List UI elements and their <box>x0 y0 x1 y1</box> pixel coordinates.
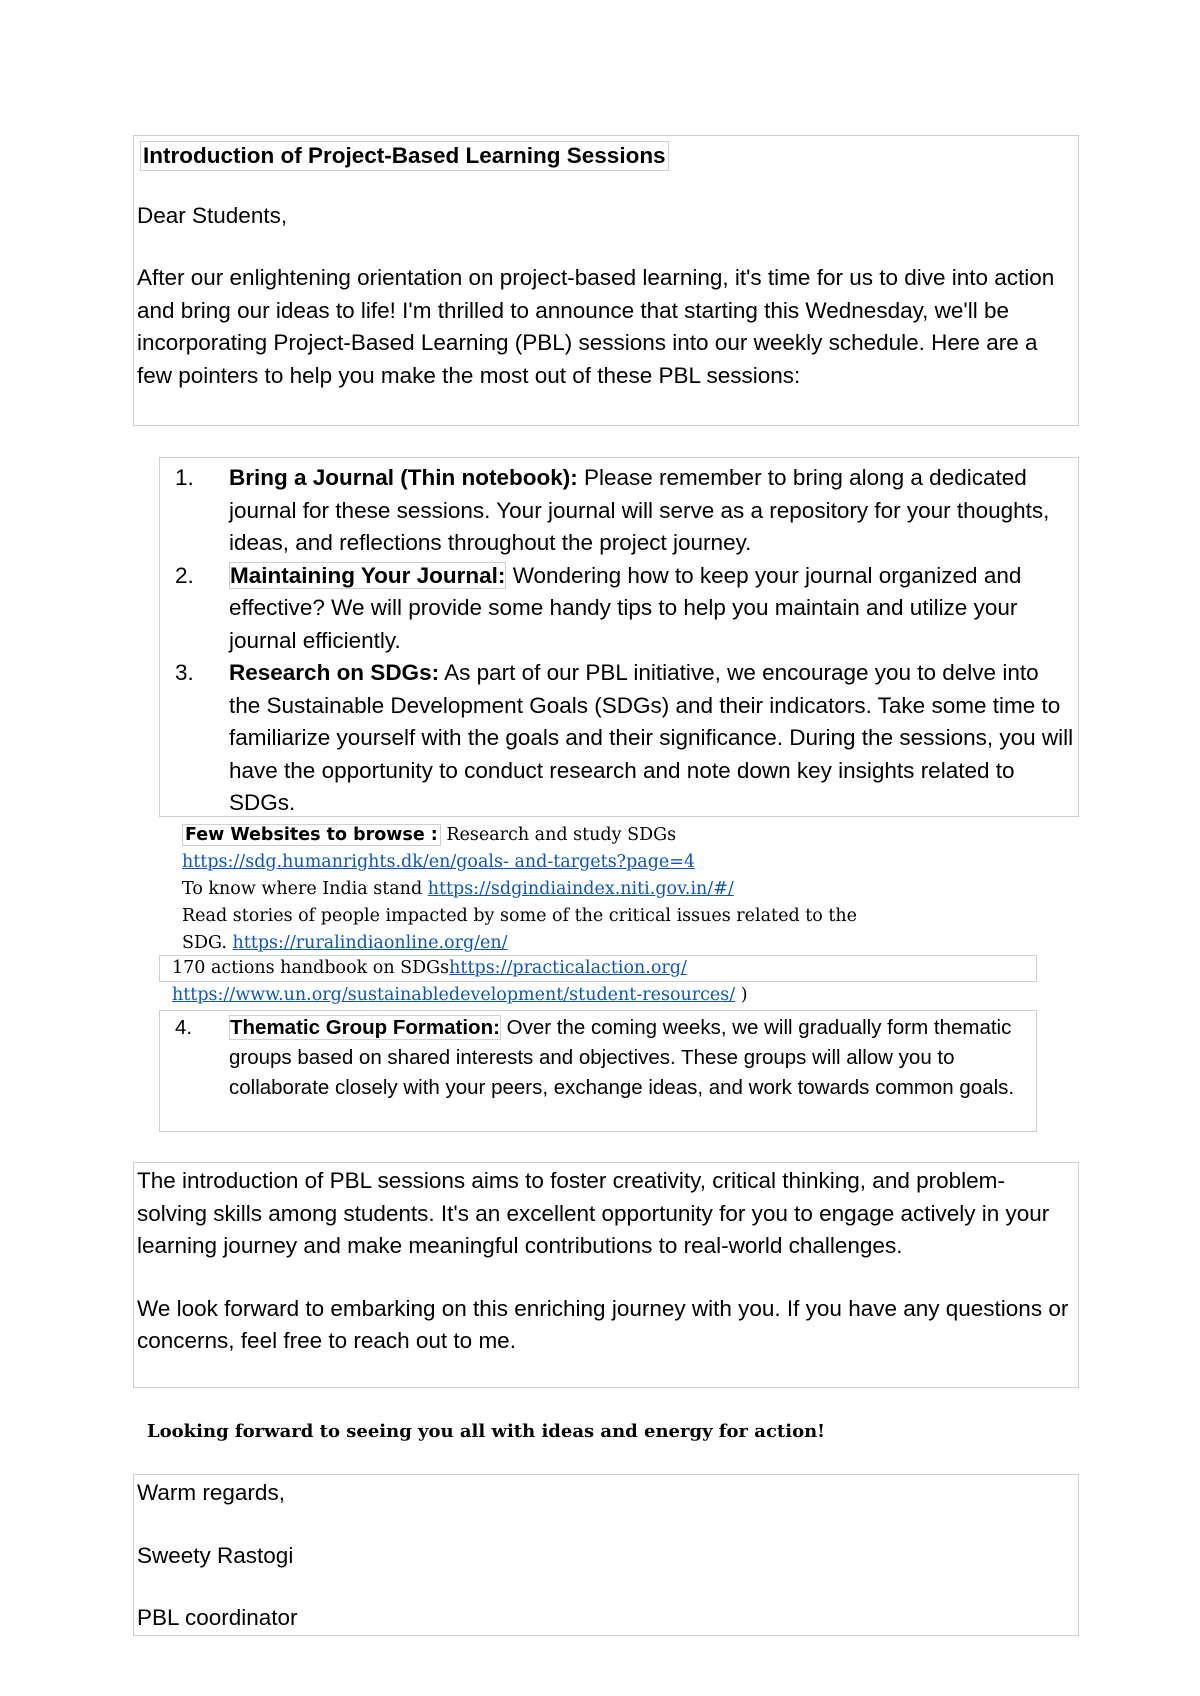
signer-role: PBL coordinator <box>137 1605 298 1630</box>
closing-paragraph-2: We look forward to embarking on this enriching journey with you. If you have any questions or concerns, feel free to reach out to me. <box>137 1295 1069 1353</box>
list-item <box>160 560 1074 658</box>
india-text: To know where India stand <box>182 879 428 899</box>
list-item <box>160 657 1074 820</box>
pointers-section <box>159 457 1079 817</box>
websites-heading-line <box>182 822 676 849</box>
intro-section <box>133 135 1079 426</box>
greeting: Dear Students, <box>137 202 288 228</box>
un-student-resources-link[interactable]: https://www.un.org/sustainabledevelopment/student-resources/ <box>172 985 736 1005</box>
list-number: 2. <box>175 562 194 588</box>
stories-text: Read stories of people impacted by some of the critical issues related to the <box>182 906 858 926</box>
closing-section <box>133 1162 1079 1388</box>
list-label: Research on SDGs: <box>229 660 440 685</box>
list-number: 3. <box>175 660 194 685</box>
list-text: Over the coming weeks, we will gradually form thematic groups based on shared interests and objectives. These groups will allow you to collaborate closely with your peers, exchange ideas, and work towards common goals. <box>229 1016 1015 1099</box>
tagline: Looking forward to seeing you all with ideas and energy for action! <box>147 1421 826 1442</box>
list-number: 1. <box>175 465 194 490</box>
closing-paragraph-1: The introduction of PBL sessions aims to foster creativity, critical thinking, and problem-solving skills among students. It's an excellent opportunity for you to engage actively in your learning journey and make meaningful contributions to real-world challenges. <box>137 1168 1050 1258</box>
websites-heading-text: Research and study SDGs <box>440 825 677 845</box>
list-number: 4. <box>175 1016 193 1039</box>
list-label: Thematic Group Formation: <box>230 1016 500 1039</box>
stories-text-cont: SDG. <box>182 933 233 953</box>
list-text: As part of our PBL initiative, we encourage you to delve into the Sustainable Development Goals (SDGs) and their indicators. Take some time to familiarize yourself with the goals and their significance. During the sessions, you will have the opportunity to conduct research and note down key insights related to SDGs. <box>229 660 1074 815</box>
document-title: Introduction of Project-Based Learning Sessions <box>140 141 669 171</box>
list-text: Wondering how to keep your journal organized and effective? We will provide some handy tips to help you maintain and utilize your journal efficiently. <box>229 562 1022 653</box>
closing-bracket: ) <box>735 985 748 1005</box>
list-item <box>160 1013 1036 1103</box>
intro-paragraph: After our enlightening orientation on project-based learning, it's time for us to dive into action and bring our ideas to life! I'm thrilled to announce that starting this Wednesday, we'll be incorporating Project-Based Learning (PBL) sessions into our weekly schedule. Here are a few pointers to help you make the most out of these PBL sessions: <box>137 265 1055 388</box>
regards: Warm regards, <box>137 1480 285 1505</box>
handbook-text: 170 actions handbook on SDGs <box>172 958 450 978</box>
list-label: Bring a Journal (Thin notebook): <box>229 465 578 490</box>
list-text: Please remember to bring along a dedicated journal for these sessions. Your journal will serve as a repository for your thoughts, ideas, and reflections throughout the project journey. <box>229 465 1050 555</box>
pointers-list <box>160 462 1074 820</box>
list-label: Maintaining Your Journal: <box>230 562 506 588</box>
pointer4-list <box>160 1013 1036 1103</box>
pointer4-section <box>159 1010 1037 1132</box>
signature-section <box>133 1474 1079 1636</box>
sdgindiaindex-link[interactable]: https://sdgindiaindex.niti.gov.in/#/ <box>427 879 734 899</box>
signer-name: Sweety Rastogi <box>137 1542 294 1568</box>
humanrights-link[interactable]: https://sdg.humanrights.dk/en/goals- and-targets?page=4 <box>182 852 696 872</box>
ruralindia-link[interactable]: https://ruralindiaonline.org/en/ <box>232 933 508 953</box>
websites-heading: Few Websites to browse : <box>182 824 441 846</box>
list-item <box>160 462 1074 560</box>
practicalaction-link[interactable]: https://practicalaction.org/ <box>449 958 687 978</box>
